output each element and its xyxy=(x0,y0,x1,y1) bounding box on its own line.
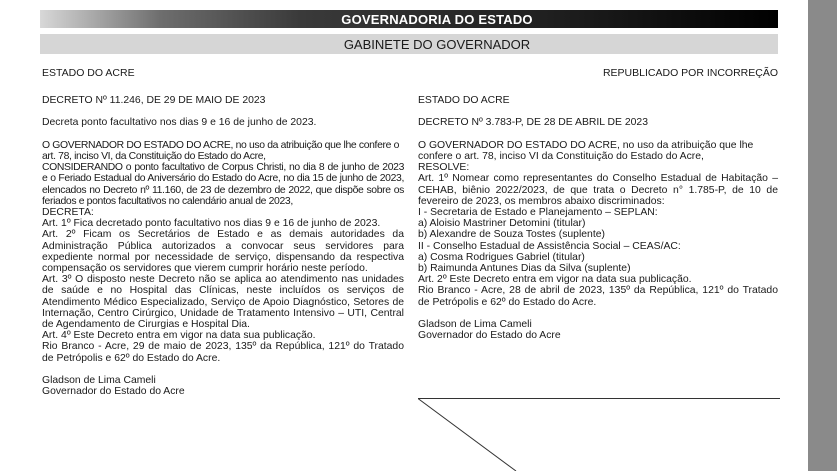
left-decree-art4: Art. 4º Este Decreto entra em vigor na data sua publicação. xyxy=(42,330,316,342)
right-decree-item1b: b) Alexandre de Souza Tostes (suplente) xyxy=(418,229,605,241)
left-decree-preamble: O GOVERNADOR DO ESTADO DO ACRE, no uso da atribuição que lhe confere o art. 78, inciso VI, da Constituição do Estado do Acre, xyxy=(42,139,400,162)
header-state-left: ESTADO DO ACRE xyxy=(42,67,135,79)
right-decree-art1: Art. 1º Nomear como representantes do Conselho Estadual de Habitação – CEHAB, biênio 2022/2023, de que trata o Decreto n° 1.785-P, de 10 de fevereiro de 2023, os membros abaixo discriminados: xyxy=(418,173,778,207)
blank-space-strike-box xyxy=(418,398,780,471)
right-decree-item2: II - Conselho Estadual de Assistência Social – CEAS/AC: xyxy=(418,240,681,252)
right-decree-item2b: b) Raimunda Antunes Dias da Silva (suplente) xyxy=(418,263,631,275)
right-decree-preamble: O GOVERNADOR DO ESTADO DO ACRE, no uso da atribuição que lhe confere o art. 78, inciso VI da Constituição do Estado do Acre, xyxy=(418,139,754,162)
right-decree-signer: Gladson de Lima Cameli xyxy=(418,319,532,331)
right-decree-title: DECRETO Nº 3.783-P, DE 28 DE ABRIL DE 2023 xyxy=(418,117,648,129)
right-decree-art2: Art. 2º Este Decreto entra em vigor na data sua publicação. xyxy=(418,274,692,286)
left-decree-art3: Art. 3º O disposto neste Decreto não se aplica ao atendimento nas unidades de saúde e no Hospital das Clínicas, neste incluídos os serviços de Atendimento Médico Especializado, Serviço de Apoio Diagnóstico, Setores de Internação, Centro Cirúrgico, Unidade de Tratamento Intensivo – UTI, Central de Agendamento de Cirurgias e Hospital Dia. xyxy=(42,274,404,331)
page-scrollbar[interactable] xyxy=(808,0,837,471)
right-decree-signer-role: Governador do Estado do Acre xyxy=(418,330,561,342)
left-decree-decreta: DECRETA: xyxy=(42,207,94,218)
left-decree-art1: Art. 1º Fica decretado ponto facultativo nos dias 9 e 16 de junho de 2023. xyxy=(42,218,381,230)
header-republicado: REPUBLICADO POR INCORREÇÃO xyxy=(602,67,778,79)
governadoria-banner xyxy=(40,10,778,28)
right-decree-closing: Rio Branco - Acre, 28 de abril de 2023, 135º da República, 121º do Tratado de Petrópolis e 62º do Estado do Acre. xyxy=(418,285,778,308)
banner-subtitle: GABINETE DO GOVERNADOR xyxy=(343,36,531,52)
right-decree-item1: I - Secretaria de Estado e Planejamento – SEPLAN: xyxy=(418,207,658,218)
right-decree-resolve: RESOLVE: xyxy=(418,162,470,174)
right-decree-column xyxy=(418,95,778,341)
left-decree-signer-role: Governador do Estado do Acre xyxy=(42,386,185,398)
left-decree-considerando: CONSIDERANDO o ponto facultativo de Corpus Christi, no dia 8 de junho de 2023 e o Feriado Estadual do Aniversário do Estado do Acre, no dia 15 de junho de 2023, elencados no Decreto nº 11.160, de 23 de dezembro de 2022, que dispõe sobre os feriados e pontos facultativos no calendário anual de 2023, xyxy=(42,162,404,207)
right-decree-item1a: a) Aloisio Mastriner Detomini (titular) xyxy=(418,218,586,230)
left-decree-column xyxy=(42,95,404,397)
right-decree-state: ESTADO DO ACRE xyxy=(418,95,510,106)
left-decree-closing: Rio Branco - Acre, 29 de maio de 2023, 135º da República, 121º do Tratado de Petrópolis e 62º do Estado do Acre. xyxy=(42,341,404,364)
left-decree-summary: Decreta ponto facultativo nos dias 9 e 16 de junho de 2023. xyxy=(42,117,317,129)
banner-title: GOVERNADORIA DO ESTADO xyxy=(341,11,533,27)
left-decree-art2: Art. 2º Ficam os Secretários de Estado e as demais autoridades da Administração Pública autorizados a convocar seus servidores para expediente normal por necessidade de serviço, dispensando da respectiva compensação os servidores que vierem cumprir horário neste período. xyxy=(42,229,404,275)
strike-diagonal-line xyxy=(418,399,516,471)
gabinete-banner xyxy=(40,34,778,54)
left-decree-signer: Gladson de Lima Cameli xyxy=(42,375,156,387)
right-decree-item2a: a) Cosma Rodrigues Gabriel (titular) xyxy=(418,251,585,263)
left-decree-title: DECRETO Nº 11.246, DE 29 DE MAIO DE 2023 xyxy=(42,95,266,106)
